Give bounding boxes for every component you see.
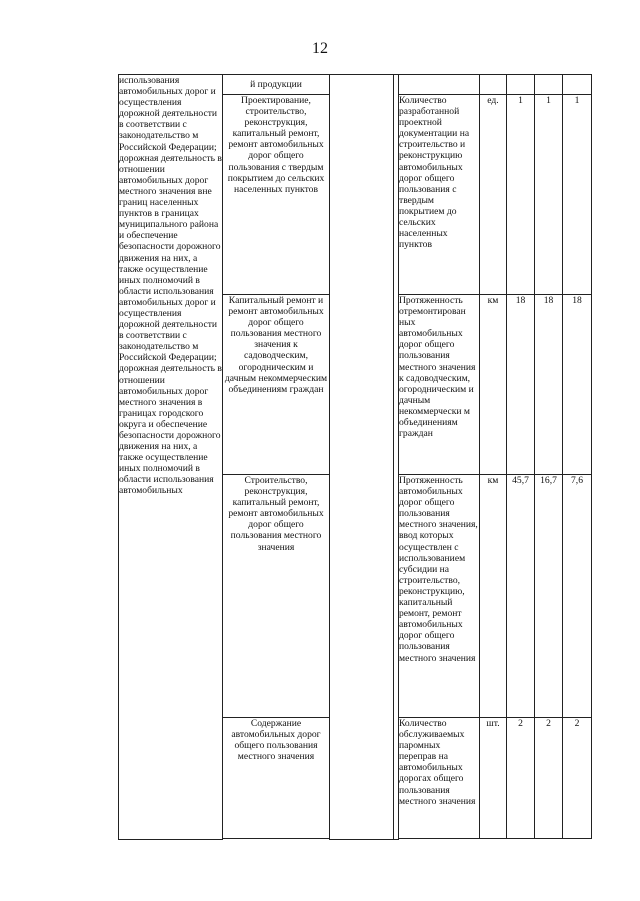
value-cell: 16,7 xyxy=(535,475,563,718)
value-cell: 2 xyxy=(535,718,563,839)
value-cell: 1 xyxy=(535,95,563,295)
unit-cell: км xyxy=(480,295,507,475)
value-cell: 1 xyxy=(563,95,592,295)
value-cell: 2 xyxy=(563,718,592,839)
goal-cell xyxy=(119,75,223,840)
empty-column xyxy=(330,75,394,840)
table-header-row xyxy=(119,75,592,95)
page-number: 12 xyxy=(312,40,328,57)
value-cell: 2 xyxy=(507,718,535,839)
indicator-cell: Количество разработанной проектной документации на строительство и реконструкцию автомобильных дорог общего пользования с твердым покрытием до сельских населенных пунктов xyxy=(399,95,480,295)
unit-cell: км xyxy=(480,475,507,718)
goal-text: использования автомобильных дорог и осуществления дорожной деятельности в соответствии с законодательство м Российской Федерации; дорожная деятельность в отношении автомобильных дорог местного значения вне границ населенных пунктов в границах муниципального района и обеспечение безопасности дорожного движения на них, а также осуществление иных полномочий в области использования автомобильных дорог и осуществления дорожной деятельности в соответствии с законодательство м Российской Федерации; дорожная деятельность в отношении автомобильных дорог местного значения в границах городского округа и обеспечение безопасности дорожного движения на них, а также осуществление иных полномочий в области использования автомобильных xyxy=(119,75,222,497)
value-cell: 45,7 xyxy=(507,475,535,718)
header-fragment: й продукции xyxy=(223,75,330,95)
activity-cell: Содержание автомобильных дорог общего пользования местного значения xyxy=(223,718,330,839)
value-cell: 7,6 xyxy=(563,475,592,718)
value-cell: 18 xyxy=(563,295,592,475)
value-cell: 18 xyxy=(507,295,535,475)
unit-cell: ед. xyxy=(480,95,507,295)
indicator-cell: Протяженность отремонтирован ных автомобильных дорог общего пользования местного значения к садоводческим, огородническим и дачным некоммерчески м объединениям граждан xyxy=(399,295,480,475)
indicator-cell: Протяженность автомобильных дорог общего пользования местного значения, ввод которых осуществлен с использованием субсидии на строительство, реконструкцию, капитальный ремонт, ремонт автомобильных дорог общего пользования местного значения xyxy=(399,475,480,718)
activity-cell: Проектирование, строительство, реконструкция, капитальный ремонт, ремонт автомобильных дорог общего пользования с твердым покрытием до сельских населенных пунктов xyxy=(223,95,330,295)
program-table xyxy=(118,74,592,840)
activity-cell: Капитальный ремонт и ремонт автомобильных дорог общего пользования местного значения к садоводческим, огородническим и дачным некоммерческим объединениям граждан xyxy=(223,295,330,475)
indicator-cell: Количество обслуживаемых паромных переправ на автомобильных дорогах общего пользования местного значения xyxy=(399,718,480,839)
unit-cell: шт. xyxy=(480,718,507,839)
value-cell: 18 xyxy=(535,295,563,475)
value-cell: 1 xyxy=(507,95,535,295)
activity-cell: Строительство, реконструкция, капитальный ремонт, ремонт автомобильных дорог общего пользования местного значения xyxy=(223,475,330,718)
